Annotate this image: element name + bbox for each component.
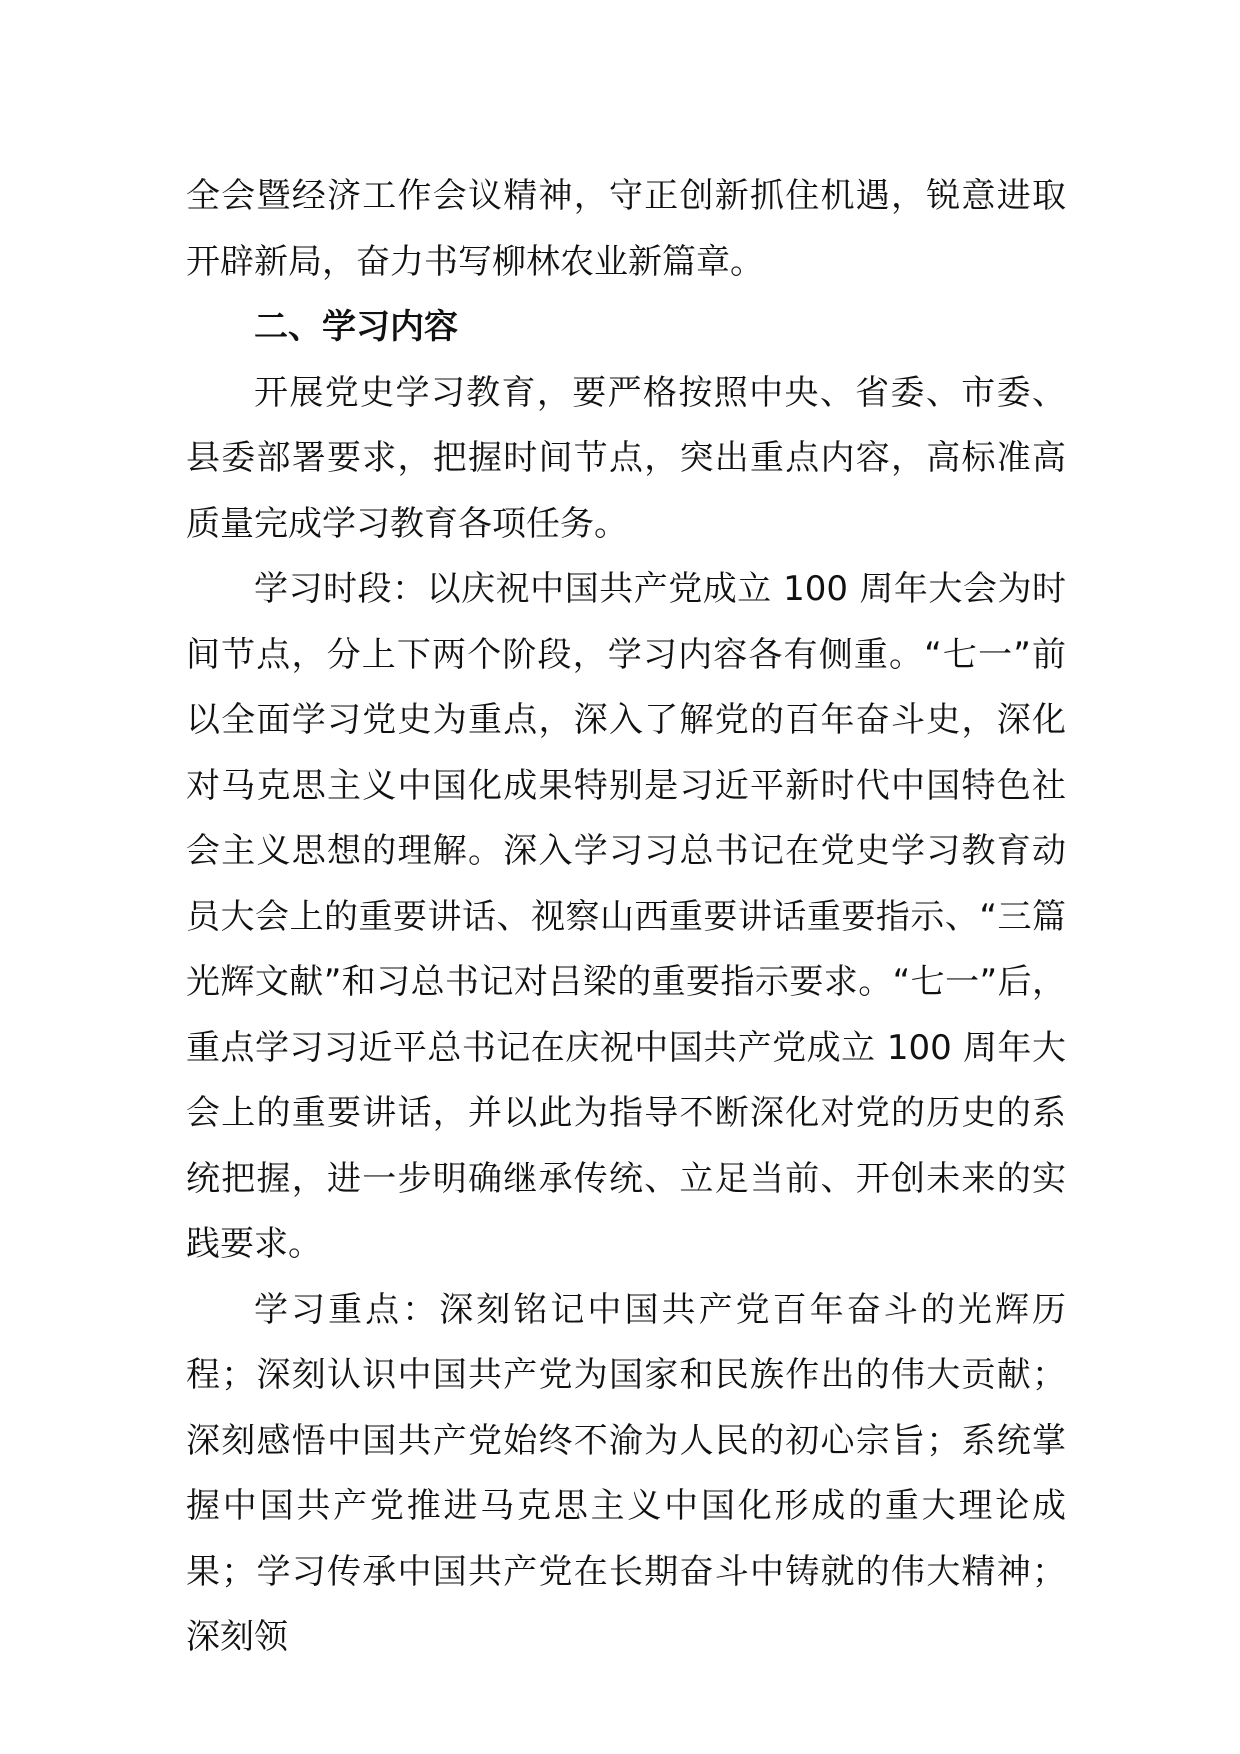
document-body	[186, 164, 1066, 1671]
paragraph-study-focus: 学习重点：深刻铭记中国共产党百年奋斗的光辉历程；深刻认识中国共产党为国家和民族作出的伟大贡献；深刻感悟中国共产党始终不渝为人民的初心宗旨；系统掌握中国共产党推进马克思主义中国化形成的重大理论成果；学习传承中国共产党在长期奋斗中铸就的伟大精神；深刻领	[186, 1289, 1066, 1657]
paragraph-study-period: 学习时段：以庆祝中国共产党成立 100 周年大会为时间节点，分上下两个阶段，学习内容各有侧重。“七一”前以全面学习党史为重点，深入了解党的百年奋斗史，深化对马克思主义中国化成果特别是习近平新时代中国特色社会主义思想的理解。深入学习习总书记在党史学习教育动员大会上的重要讲话、视察山西重要讲话重要指示、“三篇光辉文献”和习总书记对吕梁的重要指示要求。“七一”后，重点学习习近平总书记在庆祝中国共产党成立 100 周年大会上的重要讲话，并以此为指导不断深化对党的历史的系统把握，进一步明确继承传统、立足当前、开创未来的实践要求。	[186, 569, 1066, 1264]
section-heading: 二、学习内容	[254, 307, 458, 347]
paragraph-intro: 开展党史学习教育，要严格按照中央、省委、市委、县委部署要求，把握时间节点，突出重点内容，高标准高质量完成学习教育各项任务。	[186, 372, 1066, 544]
paragraph-continuation: 全会暨经济工作会议精神，守正创新抓住机遇，锐意进取开辟新局，奋力书写柳林农业新篇章。	[186, 176, 1066, 282]
